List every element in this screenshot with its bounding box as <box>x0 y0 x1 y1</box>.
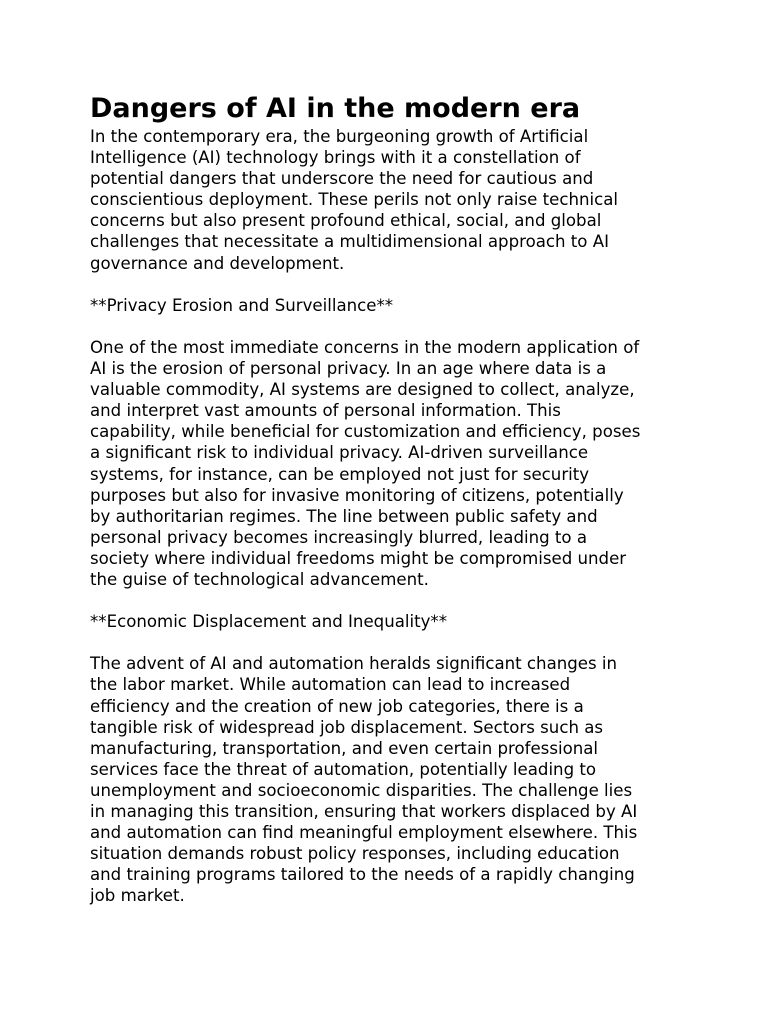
spacer <box>90 632 690 653</box>
section-body-privacy: One of the most immediate concerns in the modern application of AI is the erosion of personal privacy. In an age where data is a valuable commodity, AI systems are designed to collect, analyze, and interpret vast amounts of personal information. This capability, while beneficial for customization and efficiency, poses a significant risk to individual privacy. AI-driven surveillance systems, for instance, can be employed not just for security purposes but also for invasive monitoring of citizens, potentially by authoritarian regimes. The line between public safety and personal privacy becomes increasingly blurred, leading to a society where individual freedoms might be compromised under the guise of technological advancement. <box>90 337 641 589</box>
document-title: Dangers of AI in the modern era <box>90 93 581 124</box>
section-heading-economic: **Economic Displacement and Inequality** <box>90 612 448 632</box>
section-body-economic: The advent of AI and automation heralds significant changes in the labor market. While automation can lead to increased efficiency and the creation of new job categories, there is a tangible risk of widespread job displacement. Sectors such as manufacturing, transportation, and even certain professional services face the threat of automation, potentially leading to unemployment and socioeconomic disparities. The challenge lies in managing this transition, ensuring that workers displaced by AI and automation can find meaningful employment elsewhere. This situation demands robust policy responses, including education and training programs tailored to the needs of a rapidly changing job market. <box>90 654 638 906</box>
section-heading-privacy: **Privacy Erosion and Surveillance** <box>90 295 394 315</box>
spacer <box>90 590 690 611</box>
spacer <box>90 274 690 295</box>
document-page <box>90 92 690 906</box>
spacer <box>90 316 690 337</box>
intro-paragraph: In the contemporary era, the burgeoning growth of Artificial Intelligence (AI) technology brings with it a constellation of potential dangers that underscore the need for cautious and conscientious deployment. These perils not only raise technical concerns but also present profound ethical, social, and global challenges that necessitate a multidimensional approach to AI governance and development. <box>90 127 619 273</box>
